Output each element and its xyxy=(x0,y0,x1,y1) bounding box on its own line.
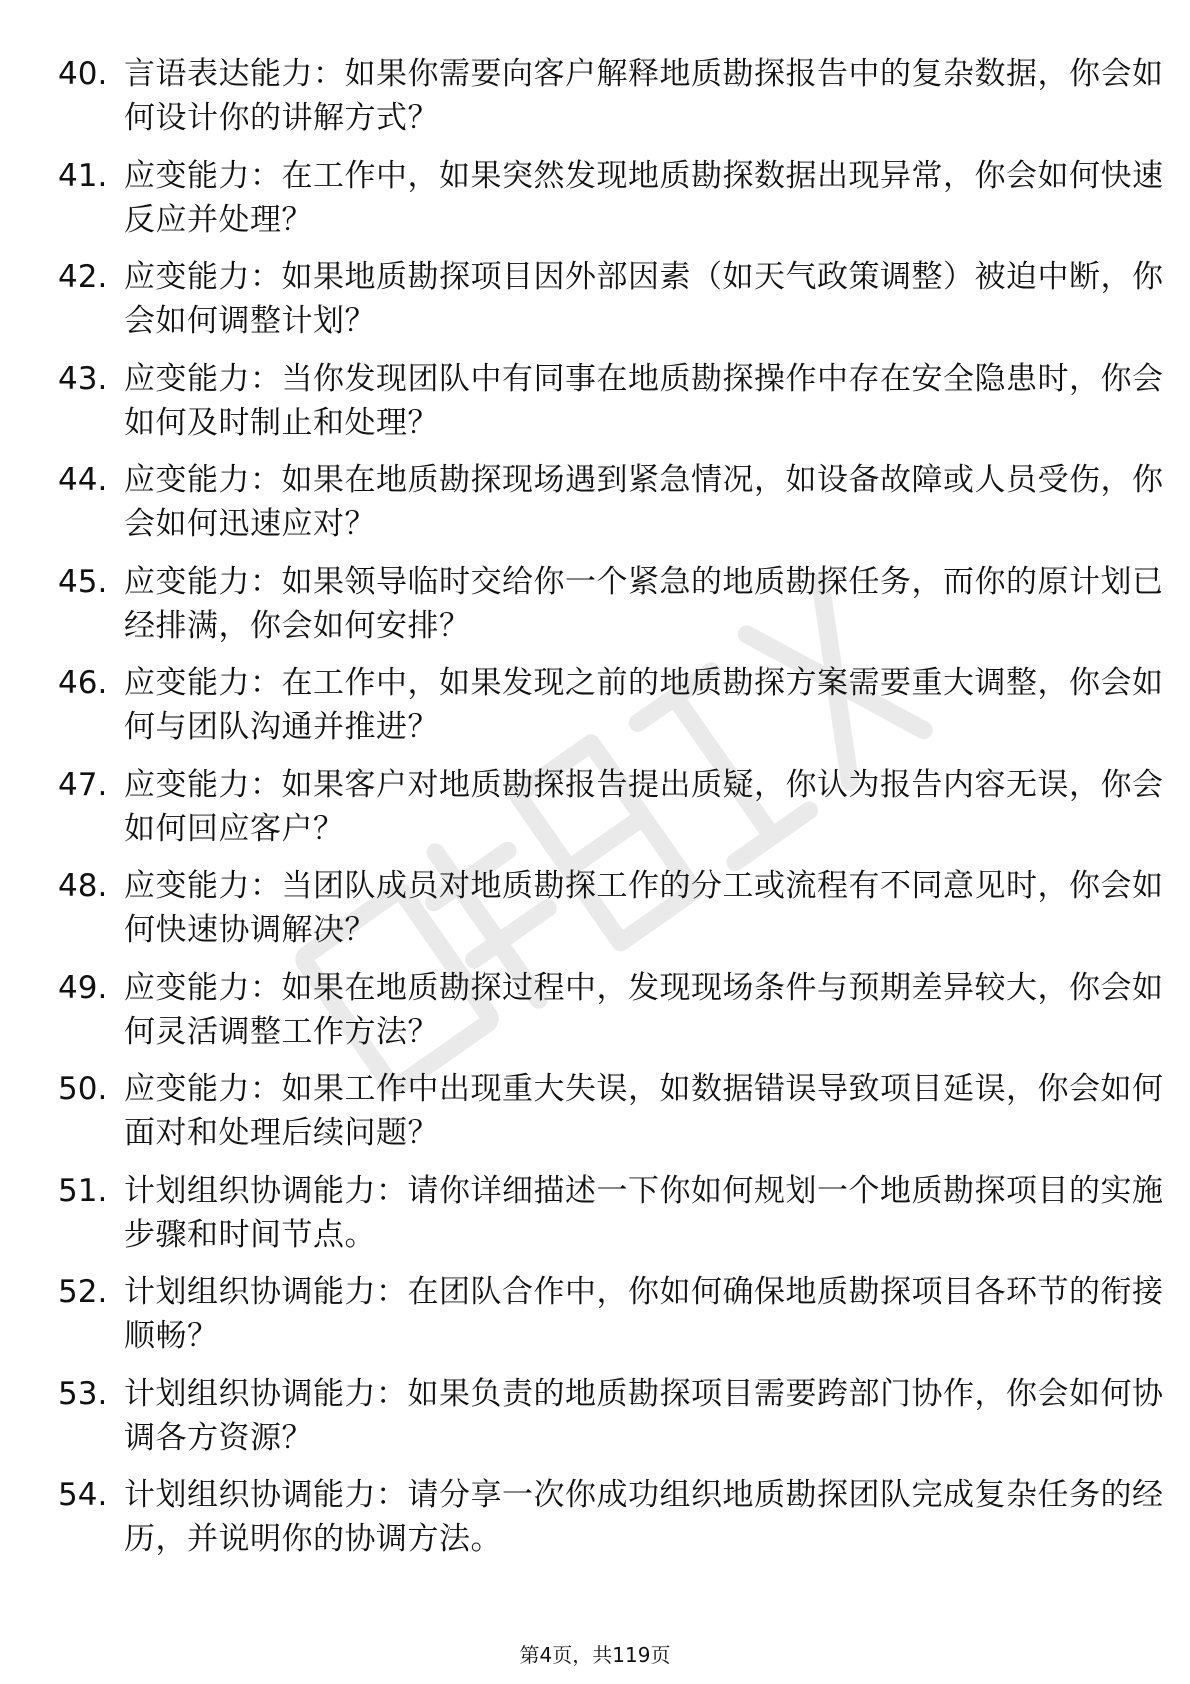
list-item xyxy=(58,763,1164,865)
list-item xyxy=(58,864,1164,966)
question-number: 41. xyxy=(58,157,108,194)
question-text: 应变能力：在工作中，如果突然发现地质勘探数据出现异常，你会如何快速反应并处理？ xyxy=(124,157,1164,238)
question-text: 言语表达能力：如果你需要向客户解释地质勘探报告中的复杂数据，你会如何设计你的讲解方式？ xyxy=(124,56,1164,136)
list-item xyxy=(58,1169,1164,1271)
question-number: 45. xyxy=(58,563,108,600)
question-number: 52. xyxy=(58,1274,108,1310)
question-number: 44. xyxy=(58,462,108,498)
list-item xyxy=(58,357,1164,459)
question-text: 应变能力：在工作中，如果发现之前的地质勘探方案需要重大调整，你会如何与团队沟通并推进？ xyxy=(124,665,1164,745)
question-text: 应变能力：如果在地质勘探过程中，发现现场条件与预期差异较大，你会如何灵活调整工作方法？ xyxy=(124,969,1164,1050)
question-number: 50. xyxy=(58,1071,108,1107)
question-number: 46. xyxy=(58,665,108,701)
question-number: 47. xyxy=(58,766,108,803)
list-item xyxy=(58,661,1164,763)
list-item xyxy=(58,1473,1164,1575)
list-item xyxy=(58,560,1164,662)
question-list xyxy=(58,52,1164,1575)
question-text: 应变能力：如果地质勘探项目因外部因素（如天气政策调整）被迫中断，你会如何调整计划？ xyxy=(124,259,1164,339)
list-item xyxy=(58,966,1164,1068)
question-text: 应变能力：如果领导临时交给你一个紧急的地质勘探任务，而你的原计划已经排满，你会如何安排？ xyxy=(124,563,1164,644)
question-text: 应变能力：如果在地质勘探现场遇到紧急情况，如设备故障或人员受伤，你会如何迅速应对？ xyxy=(124,462,1164,542)
list-item xyxy=(58,1372,1164,1474)
question-text: 应变能力：当团队成员对地质勘探工作的分工或流程有不同意见时，你会如何快速协调解决？ xyxy=(124,868,1164,948)
question-number: 49. xyxy=(58,969,108,1006)
question-number: 42. xyxy=(58,259,108,295)
page-footer: 第4页，共119页 xyxy=(519,1643,671,1667)
question-text: 应变能力：如果客户对地质勘探报告提出质疑，你认为报告内容无误，你会如何回应客户？ xyxy=(124,766,1164,847)
question-text: 应变能力：当你发现团队中有同事在地质勘探操作中存在安全隐患时，你会如何及时制止和处理？ xyxy=(124,360,1164,441)
question-text: 计划组织协调能力：请分享一次你成功组织地质勘探团队完成复杂任务的经历，并说明你的协调方法。 xyxy=(124,1477,1164,1557)
list-item xyxy=(58,154,1164,256)
list-item xyxy=(58,255,1164,357)
list-item xyxy=(58,52,1164,154)
list-item xyxy=(58,1270,1164,1372)
question-number: 54. xyxy=(58,1477,108,1513)
question-number: 43. xyxy=(58,360,108,397)
question-number: 40. xyxy=(58,56,108,92)
question-number: 51. xyxy=(58,1172,108,1209)
question-text: 计划组织协调能力：请你详细描述一下你如何规划一个地质勘探项目的实施步骤和时间节点。 xyxy=(124,1172,1164,1253)
question-text: 计划组织协调能力：如果负责的地质勘探项目需要跨部门协作，你会如何协调各方资源？ xyxy=(124,1375,1164,1456)
question-number: 48. xyxy=(58,868,108,904)
question-text: 应变能力：如果工作中出现重大失误，如数据错误导致项目延误，你会如何面对和处理后续问题？ xyxy=(124,1071,1164,1151)
question-text: 计划组织协调能力：在团队合作中，你如何确保地质勘探项目各环节的衔接顺畅？ xyxy=(124,1274,1164,1354)
list-item xyxy=(58,1067,1164,1169)
question-number: 53. xyxy=(58,1375,108,1412)
list-item xyxy=(58,458,1164,560)
